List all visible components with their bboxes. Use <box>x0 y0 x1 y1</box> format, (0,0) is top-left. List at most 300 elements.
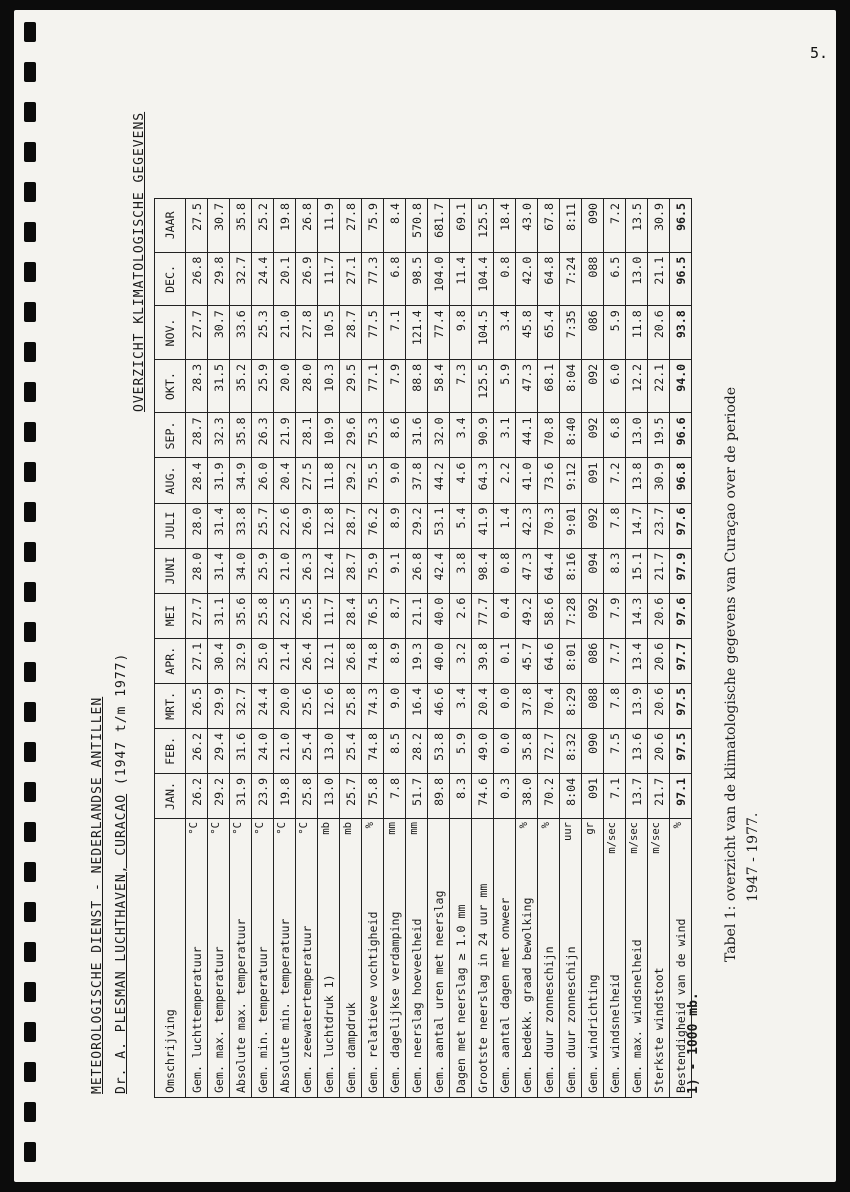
table-cell: 28.0 <box>296 359 318 413</box>
table-cell: 35.6 <box>230 593 252 638</box>
table-cell: 11.8 <box>318 458 340 503</box>
table-cell: 30.4 <box>208 638 230 683</box>
table-cell: 24.0 <box>252 728 274 773</box>
table-cell: 26.3 <box>252 413 274 458</box>
table-cell: 092 <box>582 413 604 458</box>
table-cell: 75.5 <box>362 458 384 503</box>
table-cell: 8:32 <box>560 728 582 773</box>
table-cell: 8.5 <box>384 728 406 773</box>
table-cell: 0.1 <box>494 638 516 683</box>
table-cell: 29.2 <box>208 773 230 818</box>
table-cell: 22.5 <box>274 593 296 638</box>
table-cell: 092 <box>582 359 604 413</box>
table-cell: 32.0 <box>428 413 450 458</box>
table-cell: 70.3 <box>538 503 560 548</box>
table-cell: 97.7 <box>670 638 692 683</box>
row-label: Grootste neerslag in 24 uur mm <box>475 883 490 1093</box>
table-cell: 49.0 <box>472 728 494 773</box>
table-cell: 30.9 <box>648 458 670 503</box>
table-cell: 77.4 <box>428 306 450 360</box>
table-cell: 39.8 <box>472 638 494 683</box>
table-cell: 9.8 <box>450 306 472 360</box>
table-cell: 28.7 <box>340 306 362 360</box>
table-cell: 6.8 <box>384 252 406 306</box>
table-cell: 28.0 <box>186 503 208 548</box>
table-row <box>318 199 340 1098</box>
table-cell: 42.3 <box>516 503 538 548</box>
row-unit: % <box>518 822 530 829</box>
table-cell: 14.3 <box>626 593 648 638</box>
table-cell: 20.6 <box>648 306 670 360</box>
table-cell: 64.6 <box>538 638 560 683</box>
table-cell: 25.2 <box>252 199 274 253</box>
table-cell: 11.4 <box>450 252 472 306</box>
table-cell: 21.0 <box>274 306 296 360</box>
table-cell: 77.7 <box>472 593 494 638</box>
table-cell: 28.7 <box>186 413 208 458</box>
row-label-cell <box>516 819 538 1098</box>
table-cell: 8:29 <box>560 683 582 728</box>
table-cell: 42.4 <box>428 548 450 593</box>
table-cell: 12.6 <box>318 683 340 728</box>
table-cell: 23.7 <box>648 503 670 548</box>
table-cell: 35.8 <box>516 728 538 773</box>
table-row <box>538 199 560 1098</box>
row-unit: mb <box>342 822 354 835</box>
table-cell: 68.1 <box>538 359 560 413</box>
table-cell: 13.0 <box>626 413 648 458</box>
table-caption <box>720 387 764 962</box>
table-cell: 41.9 <box>472 503 494 548</box>
column-header-month: NOV. <box>155 306 186 360</box>
table-row <box>252 199 274 1098</box>
table-cell: 25.9 <box>252 548 274 593</box>
table-cell: 96.8 <box>670 458 692 503</box>
table-cell: 28.7 <box>340 548 362 593</box>
table-cell: 27.7 <box>186 306 208 360</box>
column-header-month: JULI <box>155 503 186 548</box>
table-cell: 20.0 <box>274 683 296 728</box>
row-label: Gem. min. temperatuur <box>255 946 270 1093</box>
row-label: Gem. windsnelheid <box>607 974 622 1093</box>
table-cell: 19.8 <box>274 199 296 253</box>
table-cell: 9:01 <box>560 503 582 548</box>
row-unit: °C <box>232 822 244 835</box>
table-cell: 092 <box>582 593 604 638</box>
column-header-month: APR. <box>155 638 186 683</box>
table-row <box>274 199 296 1098</box>
table-cell: 26.2 <box>186 728 208 773</box>
table-cell: 10.5 <box>318 306 340 360</box>
table-cell: 31.9 <box>208 458 230 503</box>
table-cell: 26.5 <box>186 683 208 728</box>
table-cell: 97.1 <box>670 773 692 818</box>
table-cell: 8.9 <box>384 503 406 548</box>
table-cell: 28.4 <box>340 593 362 638</box>
table-cell: 25.6 <box>296 683 318 728</box>
table-cell: 25.8 <box>296 773 318 818</box>
table-cell: 28.2 <box>406 728 428 773</box>
table-cell: 64.4 <box>538 548 560 593</box>
table-cell: 42.0 <box>516 252 538 306</box>
table-cell: 25.9 <box>252 359 274 413</box>
table-cell: 27.7 <box>186 593 208 638</box>
table-cell: 51.7 <box>406 773 428 818</box>
table-cell: 8:16 <box>560 548 582 593</box>
table-cell: 26.8 <box>296 199 318 253</box>
row-label: Gem. windrichting <box>585 974 600 1093</box>
table-cell: 27.8 <box>340 199 362 253</box>
table-row <box>582 199 604 1098</box>
table-cell: 2.6 <box>450 593 472 638</box>
row-label-cell <box>186 819 208 1098</box>
table-cell: 5.4 <box>450 503 472 548</box>
row-unit: °C <box>188 822 200 835</box>
table-cell: 31.1 <box>208 593 230 638</box>
table-cell: 088 <box>582 252 604 306</box>
table-cell: 0.4 <box>494 593 516 638</box>
caption-line-1: Tabel 1: overzicht van de klimatologische gegevens van Curaçao over de periode <box>723 386 739 962</box>
table-cell: 70.4 <box>538 683 560 728</box>
table-cell: 7.2 <box>604 458 626 503</box>
table-cell: 21.0 <box>274 548 296 593</box>
table-cell: 11.7 <box>318 252 340 306</box>
row-unit: mb <box>320 822 332 835</box>
table-cell: 45.7 <box>516 638 538 683</box>
table-cell: 89.8 <box>428 773 450 818</box>
table-cell: 7.7 <box>604 638 626 683</box>
caption-line-2: 1947 - 1977. <box>745 812 761 902</box>
table-cell: 26.3 <box>296 548 318 593</box>
table-cell: 31.5 <box>208 359 230 413</box>
table-row <box>362 199 384 1098</box>
column-header-month: MRT. <box>155 683 186 728</box>
table-cell: 681.7 <box>428 199 450 253</box>
table-row <box>208 199 230 1098</box>
row-unit: °C <box>276 822 288 835</box>
row-label-cell <box>626 819 648 1098</box>
table-cell: 28.4 <box>186 458 208 503</box>
table-cell: 75.9 <box>362 199 384 253</box>
table-cell: 20.6 <box>648 593 670 638</box>
row-unit: % <box>672 822 684 829</box>
column-header-month: SEP. <box>155 413 186 458</box>
table-cell: 76.5 <box>362 593 384 638</box>
column-header-description: Omschrijving <box>155 819 186 1098</box>
table-cell: 43.0 <box>516 199 538 253</box>
row-label: Gem. neerslag hoeveelheid <box>409 918 424 1093</box>
table-cell: 41.0 <box>516 458 538 503</box>
table-row <box>494 199 516 1098</box>
column-header-year: JAAR <box>155 199 186 253</box>
table-row <box>296 199 318 1098</box>
row-label-cell <box>450 819 472 1098</box>
table-cell: 28.1 <box>296 413 318 458</box>
table-cell: 30.7 <box>208 199 230 253</box>
table-cell: 28.0 <box>186 548 208 593</box>
table-cell: 5.9 <box>450 728 472 773</box>
table-cell: 7.9 <box>384 359 406 413</box>
table-cell: 3.4 <box>450 413 472 458</box>
table-row <box>384 199 406 1098</box>
table-cell: 69.1 <box>450 199 472 253</box>
table-cell: 12.8 <box>318 503 340 548</box>
row-label: Absolute max. temperatuur <box>233 918 248 1093</box>
table-cell: 19.5 <box>648 413 670 458</box>
table-cell: 13.7 <box>626 773 648 818</box>
table-cell: 29.2 <box>340 458 362 503</box>
table-cell: 31.4 <box>208 548 230 593</box>
table-cell: 24.4 <box>252 683 274 728</box>
table-cell: 25.8 <box>340 683 362 728</box>
table-cell: 58.6 <box>538 593 560 638</box>
table-cell: 72.7 <box>538 728 560 773</box>
row-label: Dagen met neerslag ≥ 1.0 mm <box>453 904 468 1093</box>
table-cell: 13.8 <box>626 458 648 503</box>
table-cell: 33.8 <box>230 503 252 548</box>
table-cell: 32.7 <box>230 683 252 728</box>
table-cell: 6.0 <box>604 359 626 413</box>
table-cell: 8:04 <box>560 773 582 818</box>
table-cell: 7.1 <box>604 773 626 818</box>
table-cell: 8:04 <box>560 359 582 413</box>
table-cell: 27.5 <box>296 458 318 503</box>
row-label: Gem. zeewatertemperatuur <box>299 925 314 1093</box>
table-cell: 7.8 <box>604 503 626 548</box>
table-cell: 31.4 <box>208 503 230 548</box>
row-label-cell <box>494 819 516 1098</box>
table-cell: 31.6 <box>406 413 428 458</box>
table-cell: 26.9 <box>296 252 318 306</box>
row-label-cell <box>384 819 406 1098</box>
table-cell: 77.5 <box>362 306 384 360</box>
table-cell: 7.2 <box>604 199 626 253</box>
table-cell: 25.3 <box>252 306 274 360</box>
table-row <box>670 199 692 1098</box>
table-header-row <box>155 199 186 1098</box>
row-label: Sterkste windstoot <box>651 967 666 1093</box>
table-row <box>406 199 428 1098</box>
table-cell: 27.1 <box>340 252 362 306</box>
table-cell: 20.4 <box>274 458 296 503</box>
table-cell: 094 <box>582 548 604 593</box>
table-cell: 3.2 <box>450 638 472 683</box>
table-cell: 73.6 <box>538 458 560 503</box>
table-cell: 22.6 <box>274 503 296 548</box>
table-cell: 104.4 <box>472 252 494 306</box>
table-cell: 74.8 <box>362 638 384 683</box>
table-cell: 47.3 <box>516 548 538 593</box>
table-cell: 29.5 <box>340 359 362 413</box>
column-header-month: DEC. <box>155 252 186 306</box>
climate-table <box>154 198 692 1098</box>
table-cell: 75.9 <box>362 548 384 593</box>
table-cell: 74.3 <box>362 683 384 728</box>
table-cell: 5.9 <box>494 359 516 413</box>
row-label-cell <box>362 819 384 1098</box>
table-cell: 34.0 <box>230 548 252 593</box>
table-cell: 104.5 <box>472 306 494 360</box>
table-cell: 11.8 <box>626 306 648 360</box>
table-cell: 7.1 <box>384 306 406 360</box>
institute-header: METEOROLOGISCHE DIENST - NEDERLANDSE ANTILLEN <box>90 696 105 1094</box>
table-cell: 96.5 <box>670 199 692 253</box>
table-cell: 35.2 <box>230 359 252 413</box>
table-cell: 76.2 <box>362 503 384 548</box>
table-cell: 9.0 <box>384 683 406 728</box>
row-label-cell <box>472 819 494 1098</box>
table-cell: 8.9 <box>384 638 406 683</box>
table-cell: 10.3 <box>318 359 340 413</box>
table-cell: 22.1 <box>648 359 670 413</box>
row-label: Gem. duur zonneschijn <box>563 946 578 1093</box>
table-cell: 58.4 <box>428 359 450 413</box>
table-cell: 20.4 <box>472 683 494 728</box>
table-cell: 7.5 <box>604 728 626 773</box>
table-cell: 88.8 <box>406 359 428 413</box>
table-cell: 44.1 <box>516 413 538 458</box>
table-cell: 97.5 <box>670 728 692 773</box>
table-cell: 125.5 <box>472 199 494 253</box>
table-cell: 13.4 <box>626 638 648 683</box>
table-cell: 26.5 <box>296 593 318 638</box>
table-cell: 0.3 <box>494 773 516 818</box>
table-cell: 1.4 <box>494 503 516 548</box>
table-cell: 16.4 <box>406 683 428 728</box>
table-cell: 25.8 <box>252 593 274 638</box>
table-cell: 32.9 <box>230 638 252 683</box>
table-cell: 26.0 <box>252 458 274 503</box>
period-label: (1947 t/m 1977) <box>114 652 129 794</box>
footnote: 1) - 1000 mb. <box>686 992 701 1094</box>
table-cell: 570.8 <box>406 199 428 253</box>
table-cell: 35.8 <box>230 413 252 458</box>
table-cell: 9.0 <box>384 458 406 503</box>
row-label-cell <box>208 819 230 1098</box>
table-row <box>428 199 450 1098</box>
table-row <box>516 199 538 1098</box>
table-cell: 3.1 <box>494 413 516 458</box>
table-cell: 77.1 <box>362 359 384 413</box>
table-cell: 25.4 <box>340 728 362 773</box>
table-cell: 98.4 <box>472 548 494 593</box>
table-cell: 37.8 <box>516 683 538 728</box>
table-cell: 30.9 <box>648 199 670 253</box>
row-label: Gem. luchtdruk 1) <box>321 974 336 1093</box>
table-cell: 21.9 <box>274 413 296 458</box>
table-cell: 12.1 <box>318 638 340 683</box>
table-cell: 32.7 <box>230 252 252 306</box>
table-cell: 0.0 <box>494 683 516 728</box>
row-unit: °C <box>254 822 266 835</box>
table-cell: 19.3 <box>406 638 428 683</box>
table-cell: 086 <box>582 638 604 683</box>
row-label-cell <box>318 819 340 1098</box>
page-number: 5. <box>809 44 828 62</box>
row-unit: gr <box>584 822 596 835</box>
table-cell: 11.9 <box>318 199 340 253</box>
table-cell: 30.7 <box>208 306 230 360</box>
table-cell: 14.7 <box>626 503 648 548</box>
table-cell: 8:11 <box>560 199 582 253</box>
row-label-cell <box>428 819 450 1098</box>
table-cell: 090 <box>582 199 604 253</box>
table-cell: 53.8 <box>428 728 450 773</box>
table-cell: 13.5 <box>626 199 648 253</box>
table-cell: 6.5 <box>604 252 626 306</box>
table-cell: 7:28 <box>560 593 582 638</box>
table-cell: 29.8 <box>208 252 230 306</box>
table-cell: 26.4 <box>296 638 318 683</box>
table-cell: 0.8 <box>494 548 516 593</box>
table-row <box>648 199 670 1098</box>
table-cell: 13.9 <box>626 683 648 728</box>
table-cell: 20.0 <box>274 359 296 413</box>
table-cell: 29.2 <box>406 503 428 548</box>
row-unit: mm <box>408 822 420 835</box>
table-cell: 091 <box>582 773 604 818</box>
row-label: Bestendigheid van de wind <box>673 918 688 1093</box>
table-cell: 35.8 <box>230 199 252 253</box>
table-row <box>450 199 472 1098</box>
table-cell: 44.2 <box>428 458 450 503</box>
table-cell: 28.7 <box>340 503 362 548</box>
row-label-cell <box>604 819 626 1098</box>
table-cell: 125.5 <box>472 359 494 413</box>
table-cell: 26.2 <box>186 773 208 818</box>
table-cell: 21.0 <box>274 728 296 773</box>
table-row <box>560 199 582 1098</box>
table-cell: 086 <box>582 306 604 360</box>
table-cell: 12.2 <box>626 359 648 413</box>
table-cell: 9:12 <box>560 458 582 503</box>
rotated-content <box>76 102 761 1102</box>
table-cell: 27.1 <box>186 638 208 683</box>
table-cell: 11.7 <box>318 593 340 638</box>
table-cell: 121.4 <box>406 306 428 360</box>
table-cell: 20.6 <box>648 638 670 683</box>
table-cell: 7.3 <box>450 359 472 413</box>
column-header-month: OKT. <box>155 359 186 413</box>
column-header-month: AUG. <box>155 458 186 503</box>
row-label-cell <box>560 819 582 1098</box>
table-cell: 38.0 <box>516 773 538 818</box>
table-cell: 13.0 <box>318 728 340 773</box>
row-unit: °C <box>210 822 222 835</box>
row-label: Gem. bedekk. graad bewolking <box>519 897 534 1093</box>
table-cell: 37.8 <box>406 458 428 503</box>
row-label: Gem. max. windsnelheid <box>629 939 644 1093</box>
table-row <box>472 199 494 1098</box>
table-cell: 8:01 <box>560 638 582 683</box>
table-cell: 64.3 <box>472 458 494 503</box>
column-header-month: FEB. <box>155 728 186 773</box>
column-header-month: JAN. <box>155 773 186 818</box>
table-cell: 74.8 <box>362 728 384 773</box>
table-cell: 3.8 <box>450 548 472 593</box>
row-label: Gem. dagelijkse verdamping <box>387 911 402 1093</box>
table-cell: 25.0 <box>252 638 274 683</box>
table-cell: 31.6 <box>230 728 252 773</box>
table-cell: 27.8 <box>296 306 318 360</box>
table-cell: 8.4 <box>384 199 406 253</box>
table-cell: 19.8 <box>274 773 296 818</box>
table-cell: 26.8 <box>406 548 428 593</box>
table-cell: 13.0 <box>318 773 340 818</box>
table-cell: 9.1 <box>384 548 406 593</box>
column-header-month: MEI <box>155 593 186 638</box>
table-cell: 20.6 <box>648 683 670 728</box>
